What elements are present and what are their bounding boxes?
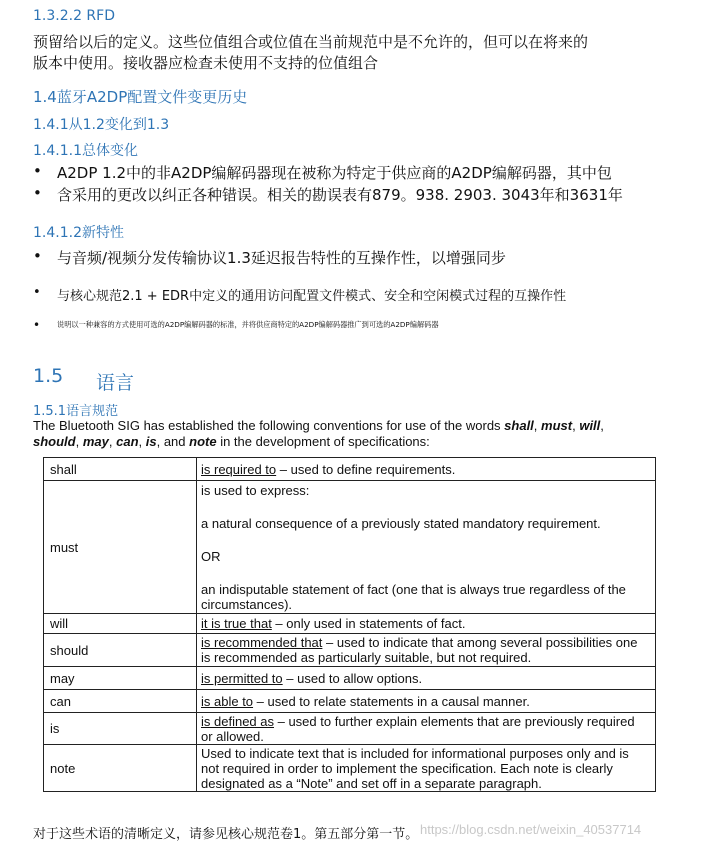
section-1322-title: 1.3.2.2 RFD xyxy=(33,8,115,24)
section-1411-title: 1.4.1.1总体变化 xyxy=(33,143,138,159)
bullet-dot-icon: • xyxy=(33,285,41,300)
conventions-table xyxy=(43,457,656,792)
section-14-title: 1.4蓝牙A2DP配置文件变更历史 xyxy=(33,88,248,106)
bullet-dot-icon: • xyxy=(33,184,42,202)
section-1322-line1: 预留给以后的定义。这些位值组合或位值在当前规范中是不允许的，但可以在将来的 xyxy=(33,33,589,51)
footer-note: 对于这些术语的清晰定义，请参见核心规范卷1。第五部分第一节。 xyxy=(33,827,419,842)
table-row: can is able to – used to relate statements in a causal manner. xyxy=(44,690,656,713)
table-row: will it is true that – only used in statements of fact. xyxy=(44,614,656,634)
section-1322-line2: 版本中使用。接收器应检查未使用不支持的位值组合 xyxy=(33,54,379,72)
watermark-text: https://blog.csdn.net/weixin_40537714 xyxy=(420,822,642,837)
table-row: is is defined as – used to further explain elements that are previously required or allowed. xyxy=(44,713,656,745)
section-151-title: 1.5.1语言规范 xyxy=(33,404,119,419)
bullet-dot-icon: • xyxy=(33,162,42,180)
table-row: may is permitted to – used to allow options. xyxy=(44,667,656,690)
intro-line2: should, may, can, is, and note in the development of specifications: xyxy=(33,434,430,449)
section-1412-title: 1.4.1.2新特性 xyxy=(33,225,124,241)
table-row: shall is required to – used to define requirements. xyxy=(44,458,656,481)
table-row: must is used to express: a natural consequence of a previously stated mandatory requirement. OR an indisputable statement of fact (one that is always true regardless of the circumstances). xyxy=(44,481,656,614)
section-15-number: 1.5 xyxy=(33,365,64,387)
bullet-dot-icon: • xyxy=(33,247,42,265)
bullet-dot-icon: • xyxy=(33,318,41,332)
table-row: note Used to indicate text that is included for informational purposes only and is not required in order to implement the specification. Each note is clearly designated as a “Note” and set off in a separate paragraph. xyxy=(44,745,656,792)
intro-line1: The Bluetooth SIG has established the following conventions for use of the words shall, must, will, xyxy=(33,418,604,433)
section-15-title: 语言 xyxy=(96,372,135,394)
section-141-title: 1.4.1从1.2变化到1.3 xyxy=(33,117,170,133)
table-row: should is recommended that – used to indicate that among several possibilities one is recommended as particularly suitable, but not required. xyxy=(44,634,656,667)
